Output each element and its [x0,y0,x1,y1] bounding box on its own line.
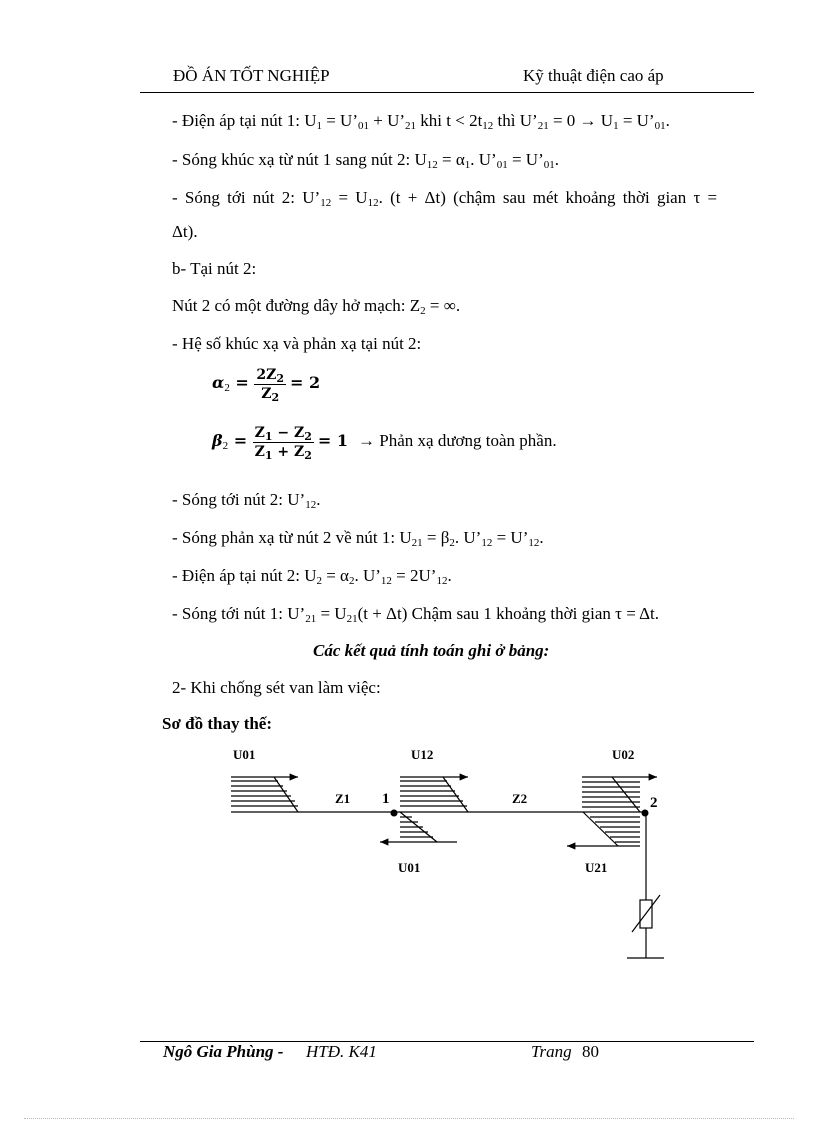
equation-beta2: $\beta_2$ = $\frac{Z_1 - Z_2}{Z_1 + Z_2}$ = 1 → Phản xạ dương toàn phần. [212,425,557,462]
node1-dot [391,810,398,817]
footer-author: Ngô Gia Phùng - [163,1042,284,1061]
label-node2: 2 [650,795,658,811]
line-incident-wave-cont: Δt). [172,222,198,241]
line-coefficients: - Hệ số khúc xạ và phản xạ tại nút 2: [172,334,422,353]
footer-class: HTĐ. K41 [306,1042,377,1061]
line-open-circuit: Nút 2 có một đường dây hở mạch: $Z_2$ = ∞. [172,296,461,317]
label-u02: U02 [612,747,635,762]
label-u12: U12 [411,747,434,762]
line-incident-wave-node2: - Sóng tới nút 2: $U’_{12} = U_{12}$. (t + Δt) (chậm sau mét khoảng thời gian τ = [172,188,718,209]
section-arrester-working: 2- Khi chống sét van làm việc: [172,678,381,697]
section-node2: b- Tại nút 2: [172,259,257,278]
line-incident-node1: - Sóng tới nút 1: $U’_{21} = U_{21}(t + \Delta t)$ Chậm sau 1 khoảng thời gian τ = Δt. [172,604,660,625]
section-equivalent-circuit: Sơ đồ thay thế: [162,714,273,733]
node2-dot [642,810,649,817]
bottom-dotted-border [24,1118,794,1119]
line-reflected-wave: - Sóng phản xạ từ nút 2 về nút 1: $U_{21} = \beta_2$. $U’_{12}$ = $U’_{12}$. [172,528,544,549]
wave-u12 [400,777,468,812]
wave-u21 [567,812,640,846]
equation-alpha2: $\alpha_2$ = $\frac{2Z_2}{Z_2}$ = 2 [212,367,321,404]
line-voltage-node2: - Điện áp tại nút 2: $U_2 = \alpha_2$. $U’_{12}$ = $2U’_{12}$. [172,566,452,587]
wave-u01 [231,777,298,812]
line-voltage-node1: - Điện áp tại nút 1: $U_1$ = $U’_{01}$ + $U’_{21}$ khi $t < 2t_{12}$ thì $U’_{21} = 0 \to U_1$ = $U’_{01}$. [172,111,670,132]
footer-page-label: Trang [531,1042,572,1061]
results-caption: Các kết quả tính toán ghi ở bảng: [313,641,550,660]
footer-page-number: 80 [582,1042,599,1061]
label-u21: U21 [585,860,608,875]
fraction-beta2: $\frac{Z_1 - Z_2}{Z_1 + Z_2}$ [254,425,312,462]
wave-u01-reflected [380,812,457,842]
fraction-alpha2: $\frac{2Z_2}{Z_2}$ [256,367,284,404]
label-z1: Z1 [335,791,351,806]
line-incident-u12: - Sóng tới nút 2: $U’_{12}$. [172,490,321,511]
wave-u02 [582,777,657,812]
header-subject: Kỹ thuật điện cao áp [523,66,664,85]
label-z2: Z2 [512,791,528,806]
label-u01: U01 [233,747,256,762]
header-title: ĐỒ ÁN TỐT NGHIỆP [173,66,330,85]
label-u01-reflected: U01 [398,860,421,875]
line-refracted-wave: - Sóng khúc xạ từ nút 1 sang nút 2: $U_{12} = \alpha_1$. $U’_{01}$ = $U’_{01}$. [172,150,559,171]
label-node1: 1 [382,791,390,807]
